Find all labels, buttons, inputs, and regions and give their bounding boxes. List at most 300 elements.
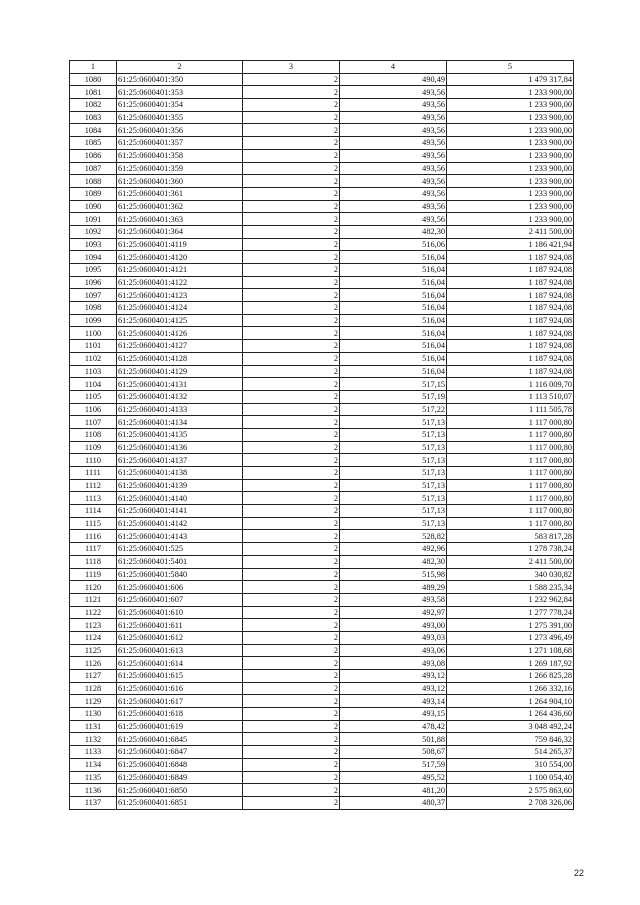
cadastral-number-cell: 61:25:0600401:4143 [117, 530, 243, 543]
cadastral-number-cell: 61:25:0600401:4127 [117, 340, 243, 353]
row-number-cell: 1099 [70, 314, 117, 327]
row-number-cell: 1131 [70, 720, 117, 733]
column-4-cell: 482,30 [340, 225, 447, 238]
row-number-cell: 1136 [70, 784, 117, 797]
column-4-cell: 482,30 [340, 555, 447, 568]
column-3-cell: 2 [243, 124, 340, 137]
column-3-cell: 2 [243, 238, 340, 251]
column-3-cell: 2 [243, 796, 340, 809]
column-4-cell: 517,13 [340, 467, 447, 480]
table-row [70, 441, 574, 454]
table-row [70, 327, 574, 340]
column-3-cell: 2 [243, 517, 340, 530]
table-row [70, 390, 574, 403]
header-cell: 2 [117, 61, 243, 74]
column-3-cell: 2 [243, 327, 340, 340]
table-row [70, 175, 574, 188]
table-row [70, 111, 574, 124]
row-number-cell: 1115 [70, 517, 117, 530]
cadastral-number-cell: 61:25:0600401:4133 [117, 403, 243, 416]
table-row [70, 606, 574, 619]
row-number-cell: 1108 [70, 428, 117, 441]
header-cell: 1 [70, 61, 117, 74]
cadastral-number-cell: 61:25:0600401:356 [117, 124, 243, 137]
column-5-cell: 1 233 900,00 [447, 86, 574, 99]
row-number-cell: 1106 [70, 403, 117, 416]
column-3-cell: 2 [243, 454, 340, 467]
column-4-cell: 516,04 [340, 327, 447, 340]
column-4-cell: 493,03 [340, 631, 447, 644]
column-5-cell: 1 187 924,08 [447, 302, 574, 315]
column-4-cell: 493,56 [340, 149, 447, 162]
cadastral-number-cell: 61:25:0600401:619 [117, 720, 243, 733]
table-row [70, 568, 574, 581]
row-number-cell: 1114 [70, 505, 117, 518]
column-3-cell: 2 [243, 492, 340, 505]
column-3-cell: 2 [243, 340, 340, 353]
column-5-cell: 1 117 000,80 [447, 441, 574, 454]
table-row [70, 289, 574, 302]
cadastral-number-cell: 61:25:0600401:610 [117, 606, 243, 619]
column-4-cell: 517,13 [340, 454, 447, 467]
column-5-cell: 1 233 900,00 [447, 149, 574, 162]
column-5-cell: 1 278 738,24 [447, 543, 574, 556]
table-row [70, 99, 574, 112]
cadastral-number-cell: 61:25:0600401:606 [117, 581, 243, 594]
column-3-cell: 2 [243, 264, 340, 277]
column-3-cell: 2 [243, 302, 340, 315]
column-4-cell: 515,98 [340, 568, 447, 581]
cadastral-number-cell: 61:25:0600401:525 [117, 543, 243, 556]
cadastral-number-cell: 61:25:0600401:360 [117, 175, 243, 188]
table-row [70, 644, 574, 657]
cadastral-number-cell: 61:25:0600401:616 [117, 682, 243, 695]
cadastral-number-cell: 61:25:0600401:4131 [117, 378, 243, 391]
column-4-cell: 516,04 [340, 302, 447, 315]
table-row [70, 581, 574, 594]
column-5-cell: 1 187 924,08 [447, 276, 574, 289]
column-3-cell: 2 [243, 86, 340, 99]
table-header-row [70, 61, 574, 74]
column-3-cell: 2 [243, 467, 340, 480]
column-4-cell: 493,15 [340, 708, 447, 721]
column-5-cell: 1 233 900,00 [447, 187, 574, 200]
cadastral-number-cell: 61:25:0600401:4126 [117, 327, 243, 340]
column-3-cell: 2 [243, 314, 340, 327]
column-3-cell: 2 [243, 479, 340, 492]
column-4-cell: 493,12 [340, 670, 447, 683]
column-3-cell: 2 [243, 175, 340, 188]
row-number-cell: 1100 [70, 327, 117, 340]
table-row [70, 695, 574, 708]
column-3-cell: 2 [243, 758, 340, 771]
cadastral-number-cell: 61:25:0600401:6849 [117, 771, 243, 784]
row-number-cell: 1135 [70, 771, 117, 784]
cadastral-number-cell: 61:25:0600401:350 [117, 73, 243, 86]
cadastral-number-cell: 61:25:0600401:4139 [117, 479, 243, 492]
column-5-cell: 1 233 900,00 [447, 200, 574, 213]
column-3-cell: 2 [243, 289, 340, 302]
column-4-cell: 517,19 [340, 390, 447, 403]
row-number-cell: 1097 [70, 289, 117, 302]
column-3-cell: 2 [243, 251, 340, 264]
column-5-cell: 1 186 421,94 [447, 238, 574, 251]
column-5-cell: 1 117 000,80 [447, 505, 574, 518]
column-4-cell: 493,06 [340, 644, 447, 657]
table-row [70, 517, 574, 530]
cadastral-number-cell: 61:25:0600401:617 [117, 695, 243, 708]
column-5-cell: 1 275 391,00 [447, 619, 574, 632]
row-number-cell: 1085 [70, 137, 117, 150]
table-row [70, 593, 574, 606]
column-4-cell: 493,56 [340, 111, 447, 124]
cadastral-number-cell: 61:25:0600401:4132 [117, 390, 243, 403]
column-3-cell: 2 [243, 137, 340, 150]
column-3-cell: 2 [243, 187, 340, 200]
table-row [70, 467, 574, 480]
row-number-cell: 1080 [70, 73, 117, 86]
column-5-cell: 1 233 900,00 [447, 99, 574, 112]
table-row [70, 657, 574, 670]
cadastral-number-cell: 61:25:0600401:4123 [117, 289, 243, 302]
column-3-cell: 2 [243, 390, 340, 403]
column-4-cell: 493,56 [340, 99, 447, 112]
column-3-cell: 2 [243, 162, 340, 175]
column-4-cell: 493,56 [340, 86, 447, 99]
column-4-cell: 517,13 [340, 492, 447, 505]
cadastral-number-cell: 61:25:0600401:6848 [117, 758, 243, 771]
table-row [70, 302, 574, 315]
row-number-cell: 1087 [70, 162, 117, 175]
column-3-cell: 2 [243, 733, 340, 746]
column-3-cell: 2 [243, 111, 340, 124]
column-5-cell: 2 411 500,00 [447, 555, 574, 568]
cadastral-number-cell: 61:25:0600401:4142 [117, 517, 243, 530]
column-5-cell: 1 117 000,80 [447, 416, 574, 429]
column-5-cell: 1 266 332,16 [447, 682, 574, 695]
column-3-cell: 2 [243, 276, 340, 289]
column-3-cell: 2 [243, 352, 340, 365]
column-3-cell: 2 [243, 644, 340, 657]
cadastral-number-cell: 61:25:0600401:4135 [117, 428, 243, 441]
column-5-cell: 1 264 436,60 [447, 708, 574, 721]
table-row [70, 416, 574, 429]
cadastral-number-cell: 61:25:0600401:6847 [117, 746, 243, 759]
header-cell: 4 [340, 61, 447, 74]
column-4-cell: 517,15 [340, 378, 447, 391]
row-number-cell: 1086 [70, 149, 117, 162]
header-cell: 3 [243, 61, 340, 74]
row-number-cell: 1129 [70, 695, 117, 708]
cadastral-number-cell: 61:25:0600401:5401 [117, 555, 243, 568]
cadastral-number-cell: 61:25:0600401:4140 [117, 492, 243, 505]
column-3-cell: 2 [243, 581, 340, 594]
cadastral-number-cell: 61:25:0600401:618 [117, 708, 243, 721]
row-number-cell: 1101 [70, 340, 117, 353]
row-number-cell: 1113 [70, 492, 117, 505]
column-3-cell: 2 [243, 720, 340, 733]
column-5-cell: 1 264 904,10 [447, 695, 574, 708]
column-4-cell: 492,96 [340, 543, 447, 556]
column-4-cell: 508,67 [340, 746, 447, 759]
column-5-cell: 1 187 924,08 [447, 251, 574, 264]
row-number-cell: 1082 [70, 99, 117, 112]
row-number-cell: 1094 [70, 251, 117, 264]
table-row [70, 708, 574, 721]
column-3-cell: 2 [243, 200, 340, 213]
column-5-cell: 1 277 778,24 [447, 606, 574, 619]
column-3-cell: 2 [243, 225, 340, 238]
table-row [70, 505, 574, 518]
column-5-cell: 1 187 924,08 [447, 327, 574, 340]
cadastral-number-cell: 61:25:0600401:6850 [117, 784, 243, 797]
table-row [70, 187, 574, 200]
column-4-cell: 516,04 [340, 352, 447, 365]
row-number-cell: 1107 [70, 416, 117, 429]
column-3-cell: 2 [243, 378, 340, 391]
row-number-cell: 1118 [70, 555, 117, 568]
column-4-cell: 478,42 [340, 720, 447, 733]
column-4-cell: 495,52 [340, 771, 447, 784]
column-5-cell: 1 187 924,08 [447, 289, 574, 302]
row-number-cell: 1090 [70, 200, 117, 213]
column-5-cell: 1 271 108,68 [447, 644, 574, 657]
table-row [70, 670, 574, 683]
cadastral-table [69, 60, 574, 810]
row-number-cell: 1125 [70, 644, 117, 657]
table-row [70, 492, 574, 505]
column-4-cell: 517,13 [340, 428, 447, 441]
column-5-cell: 1 232 962,84 [447, 593, 574, 606]
column-5-cell: 1 117 000,80 [447, 467, 574, 480]
row-number-cell: 1095 [70, 264, 117, 277]
table-row [70, 555, 574, 568]
column-4-cell: 493,12 [340, 682, 447, 695]
column-3-cell: 2 [243, 593, 340, 606]
cadastral-number-cell: 61:25:0600401:4121 [117, 264, 243, 277]
column-3-cell: 2 [243, 505, 340, 518]
column-4-cell: 490,49 [340, 73, 447, 86]
row-number-cell: 1123 [70, 619, 117, 632]
cadastral-number-cell: 61:25:0600401:4124 [117, 302, 243, 315]
cadastral-number-cell: 61:25:0600401:364 [117, 225, 243, 238]
column-3-cell: 2 [243, 416, 340, 429]
cadastral-number-cell: 61:25:0600401:4120 [117, 251, 243, 264]
table-row [70, 454, 574, 467]
row-number-cell: 1104 [70, 378, 117, 391]
table-row [70, 530, 574, 543]
cadastral-number-cell: 61:25:0600401:614 [117, 657, 243, 670]
column-4-cell: 493,56 [340, 200, 447, 213]
column-5-cell: 3 048 492,24 [447, 720, 574, 733]
column-5-cell: 1 273 496,49 [447, 631, 574, 644]
column-3-cell: 2 [243, 670, 340, 683]
column-5-cell: 1 117 000,80 [447, 428, 574, 441]
row-number-cell: 1111 [70, 467, 117, 480]
column-4-cell: 517,13 [340, 441, 447, 454]
table-row [70, 200, 574, 213]
column-5-cell: 1 588 235,34 [447, 581, 574, 594]
table-row [70, 403, 574, 416]
column-3-cell: 2 [243, 771, 340, 784]
column-3-cell: 2 [243, 99, 340, 112]
column-4-cell: 492,97 [340, 606, 447, 619]
cadastral-number-cell: 61:25:0600401:612 [117, 631, 243, 644]
table-row [70, 365, 574, 378]
cadastral-number-cell: 61:25:0600401:4129 [117, 365, 243, 378]
table-row [70, 682, 574, 695]
column-4-cell: 516,04 [340, 251, 447, 264]
column-5-cell: 1 269 187,92 [447, 657, 574, 670]
cadastral-number-cell: 61:25:0600401:611 [117, 619, 243, 632]
row-number-cell: 1124 [70, 631, 117, 644]
cadastral-number-cell: 61:25:0600401:4141 [117, 505, 243, 518]
row-number-cell: 1130 [70, 708, 117, 721]
column-4-cell: 517,13 [340, 479, 447, 492]
cadastral-number-cell: 61:25:0600401:353 [117, 86, 243, 99]
row-number-cell: 1110 [70, 454, 117, 467]
column-5-cell: 1 187 924,08 [447, 340, 574, 353]
table-row [70, 73, 574, 86]
column-3-cell: 2 [243, 213, 340, 226]
column-4-cell: 493,56 [340, 137, 447, 150]
column-4-cell: 516,04 [340, 365, 447, 378]
table-row [70, 733, 574, 746]
row-number-cell: 1127 [70, 670, 117, 683]
table-row [70, 378, 574, 391]
column-3-cell: 2 [243, 606, 340, 619]
column-4-cell: 516,04 [340, 314, 447, 327]
column-4-cell: 489,29 [340, 581, 447, 594]
column-5-cell: 583 817,28 [447, 530, 574, 543]
column-4-cell: 493,08 [340, 657, 447, 670]
table-row [70, 86, 574, 99]
column-4-cell: 517,59 [340, 758, 447, 771]
column-4-cell: 493,58 [340, 593, 447, 606]
cadastral-number-cell: 61:25:0600401:359 [117, 162, 243, 175]
cadastral-number-cell: 61:25:0600401:607 [117, 593, 243, 606]
cadastral-number-cell: 61:25:0600401:354 [117, 99, 243, 112]
row-number-cell: 1112 [70, 479, 117, 492]
column-5-cell: 1 117 000,80 [447, 454, 574, 467]
column-5-cell: 1 479 317,84 [447, 73, 574, 86]
table-row [70, 238, 574, 251]
column-5-cell: 1 100 054,40 [447, 771, 574, 784]
row-number-cell: 1122 [70, 606, 117, 619]
row-number-cell: 1102 [70, 352, 117, 365]
table-row [70, 796, 574, 809]
column-5-cell: 1 187 924,08 [447, 314, 574, 327]
table-row [70, 225, 574, 238]
cadastral-number-cell: 61:25:0600401:363 [117, 213, 243, 226]
column-4-cell: 481,20 [340, 784, 447, 797]
column-5-cell: 1 113 510,07 [447, 390, 574, 403]
column-4-cell: 516,04 [340, 276, 447, 289]
table-row [70, 213, 574, 226]
column-3-cell: 2 [243, 403, 340, 416]
table-row [70, 428, 574, 441]
column-5-cell: 1 233 900,00 [447, 213, 574, 226]
row-number-cell: 1093 [70, 238, 117, 251]
column-3-cell: 2 [243, 695, 340, 708]
column-5-cell: 1 187 924,08 [447, 352, 574, 365]
cadastral-number-cell: 61:25:0600401:361 [117, 187, 243, 200]
column-3-cell: 2 [243, 555, 340, 568]
table-row [70, 251, 574, 264]
column-5-cell: 340 030,82 [447, 568, 574, 581]
column-5-cell: 1 187 924,08 [447, 365, 574, 378]
column-4-cell: 493,56 [340, 187, 447, 200]
column-3-cell: 2 [243, 631, 340, 644]
cadastral-number-cell: 61:25:0600401:613 [117, 644, 243, 657]
column-4-cell: 493,00 [340, 619, 447, 632]
column-3-cell: 2 [243, 784, 340, 797]
table-row [70, 720, 574, 733]
table-row [70, 340, 574, 353]
row-number-cell: 1137 [70, 796, 117, 809]
row-number-cell: 1134 [70, 758, 117, 771]
table-row [70, 771, 574, 784]
column-5-cell: 2 575 863,60 [447, 784, 574, 797]
table-row [70, 264, 574, 277]
row-number-cell: 1081 [70, 86, 117, 99]
column-4-cell: 516,04 [340, 264, 447, 277]
cadastral-number-cell: 61:25:0600401:362 [117, 200, 243, 213]
column-4-cell: 493,56 [340, 213, 447, 226]
row-number-cell: 1132 [70, 733, 117, 746]
column-5-cell: 1 233 900,00 [447, 111, 574, 124]
row-number-cell: 1089 [70, 187, 117, 200]
column-3-cell: 2 [243, 543, 340, 556]
column-3-cell: 2 [243, 682, 340, 695]
table-row [70, 543, 574, 556]
row-number-cell: 1120 [70, 581, 117, 594]
row-number-cell: 1133 [70, 746, 117, 759]
column-3-cell: 2 [243, 746, 340, 759]
row-number-cell: 1109 [70, 441, 117, 454]
cadastral-number-cell: 61:25:0600401:6851 [117, 796, 243, 809]
cadastral-number-cell: 61:25:0600401:4137 [117, 454, 243, 467]
row-number-cell: 1088 [70, 175, 117, 188]
cadastral-number-cell: 61:25:0600401:4138 [117, 467, 243, 480]
column-5-cell: 2 411 500,00 [447, 225, 574, 238]
page-number: 22 [573, 868, 584, 878]
header-cell: 5 [447, 61, 574, 74]
column-5-cell: 514 265,37 [447, 746, 574, 759]
cadastral-number-cell: 61:25:0600401:4122 [117, 276, 243, 289]
cadastral-number-cell: 61:25:0600401:355 [117, 111, 243, 124]
table-row [70, 149, 574, 162]
cadastral-number-cell: 61:25:0600401:357 [117, 137, 243, 150]
cadastral-number-cell: 61:25:0600401:4125 [117, 314, 243, 327]
column-3-cell: 2 [243, 657, 340, 670]
row-number-cell: 1105 [70, 390, 117, 403]
column-5-cell: 1 117 000,80 [447, 492, 574, 505]
column-5-cell: 759 846,32 [447, 733, 574, 746]
row-number-cell: 1126 [70, 657, 117, 670]
cadastral-number-cell: 61:25:0600401:358 [117, 149, 243, 162]
column-3-cell: 2 [243, 441, 340, 454]
cadastral-number-cell: 61:25:0600401:615 [117, 670, 243, 683]
table-row [70, 479, 574, 492]
column-5-cell: 1 116 009,70 [447, 378, 574, 391]
column-3-cell: 2 [243, 73, 340, 86]
cadastral-number-cell: 61:25:0600401:4136 [117, 441, 243, 454]
cadastral-number-cell: 61:25:0600401:4119 [117, 238, 243, 251]
table-row [70, 124, 574, 137]
table-row [70, 276, 574, 289]
row-number-cell: 1096 [70, 276, 117, 289]
